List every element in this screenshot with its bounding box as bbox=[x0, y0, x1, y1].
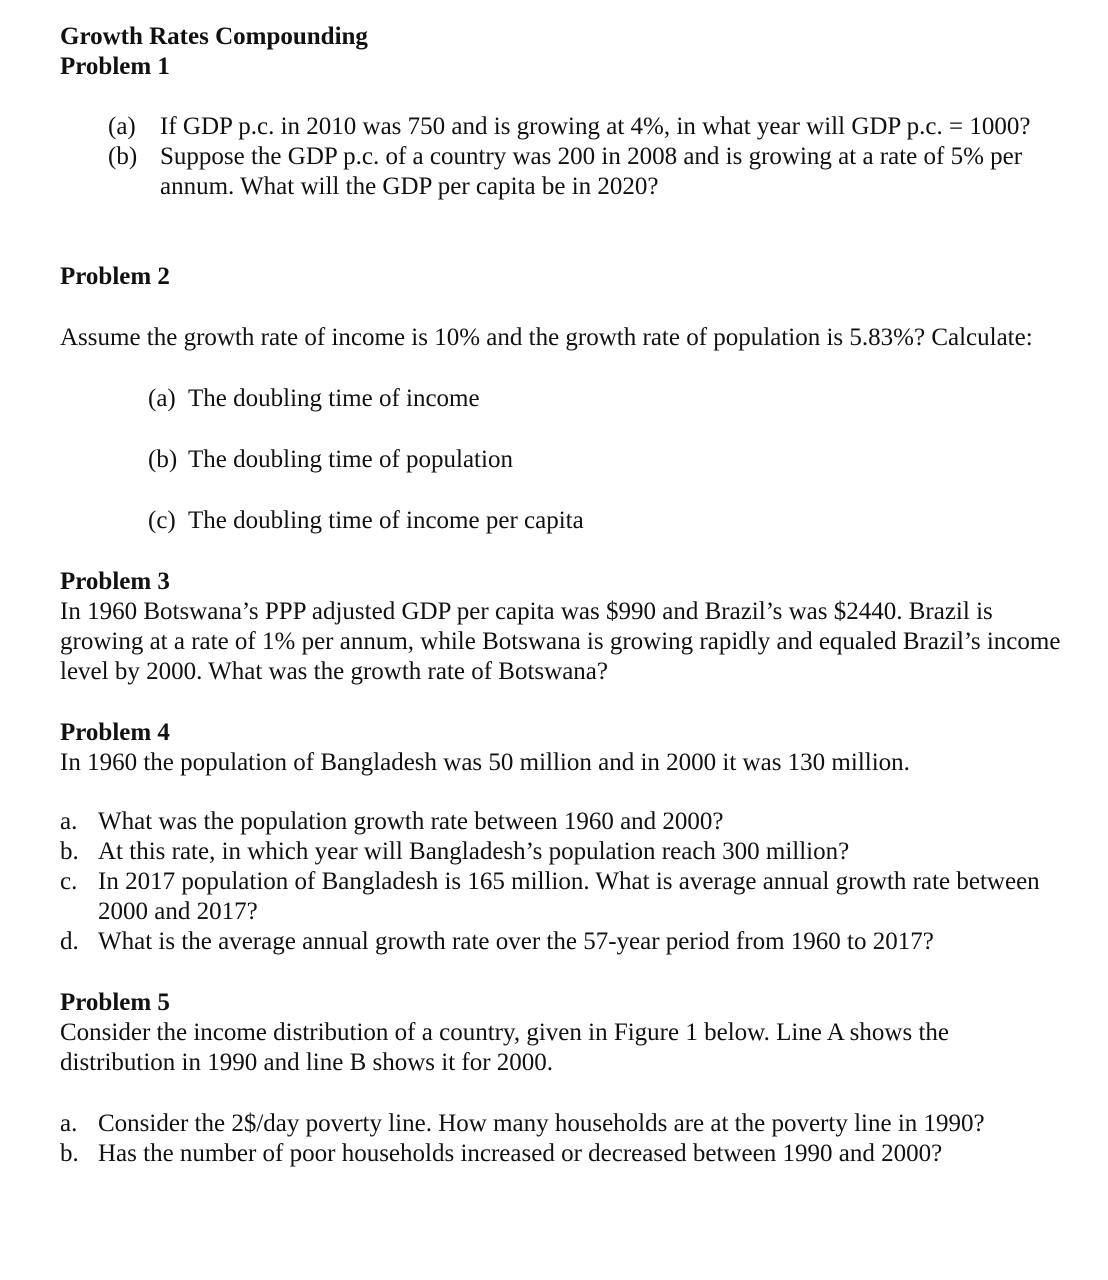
list-marker: (b) bbox=[148, 446, 178, 473]
list-marker: d. bbox=[60, 928, 79, 955]
problem-2-intro: Assume the growth rate of income is 10% and the growth rate of population is 5.83%? Calculate: bbox=[60, 324, 1033, 351]
problem-2-list bbox=[60, 384, 1070, 536]
problem-1-heading: Problem 1 bbox=[60, 53, 170, 80]
list-item-text: In 2017 population of Bangladesh is 165 million. What is average annual growth rate between 2000 and 2017? bbox=[98, 868, 1040, 925]
problem-3-heading: Problem 3 bbox=[60, 568, 170, 595]
list-marker: b. bbox=[60, 838, 79, 865]
problem-5-list bbox=[60, 1109, 1070, 1169]
list-item bbox=[60, 867, 1070, 927]
list-item-text: Consider the 2$/day poverty line. How many households are at the poverty line in 1990? bbox=[98, 1110, 985, 1137]
problem-5-heading: Problem 5 bbox=[60, 989, 170, 1016]
list-item-text: Has the number of poor households increased or decreased between 1990 and 2000? bbox=[98, 1140, 943, 1167]
problem-5-intro: Consider the income distribution of a country, given in Figure 1 below. Line A shows the distribution in 1990 and line B shows it for 2000. bbox=[60, 1019, 949, 1076]
list-marker: a. bbox=[60, 808, 78, 835]
problem-1-list bbox=[60, 112, 1070, 202]
problem-4-heading: Problem 4 bbox=[60, 719, 170, 746]
list-marker: (a) bbox=[148, 385, 176, 412]
list-marker: (a) bbox=[108, 113, 136, 140]
list-item bbox=[60, 927, 1070, 957]
list-item bbox=[108, 112, 1070, 142]
list-item-text: What is the average annual growth rate over the 57-year period from 1960 to 2017? bbox=[98, 928, 934, 955]
problem-2-heading: Problem 2 bbox=[60, 263, 170, 290]
list-item bbox=[148, 445, 1070, 475]
list-item-text: Suppose the GDP p.c. of a country was 200 in 2008 and is growing at a rate of 5% per annum. What will the GDP per capita be in 2020? bbox=[160, 143, 1023, 200]
list-item-text: At this rate, in which year will Bangladesh’s population reach 300 million? bbox=[98, 838, 850, 865]
list-marker: (c) bbox=[148, 507, 176, 534]
problem-4-list bbox=[60, 807, 1070, 957]
list-item-text: What was the population growth rate between 1960 and 2000? bbox=[98, 808, 724, 835]
list-item-text: The doubling time of income bbox=[188, 385, 480, 412]
list-marker: c. bbox=[60, 868, 78, 895]
document bbox=[60, 22, 1070, 1169]
list-item bbox=[60, 1109, 1070, 1139]
list-item bbox=[60, 837, 1070, 867]
list-item bbox=[148, 506, 1070, 536]
list-item-text: If GDP p.c. in 2010 was 750 and is growing at 4%, in what year will GDP p.c. = 1000? bbox=[160, 113, 1031, 140]
list-item bbox=[60, 1139, 1070, 1169]
list-item-text: The doubling time of population bbox=[188, 446, 513, 473]
list-item bbox=[148, 384, 1070, 414]
document-title: Growth Rates Compounding bbox=[60, 23, 368, 50]
list-marker: b. bbox=[60, 1140, 79, 1167]
list-item bbox=[108, 142, 1070, 202]
list-marker: a. bbox=[60, 1110, 78, 1137]
list-item-text: The doubling time of income per capita bbox=[188, 507, 584, 534]
problem-3-text: In 1960 Botswana’s PPP adjusted GDP per capita was $990 and Brazil’s was $2440. Brazil is growing at a rate of 1% per annum, while Botswana is growing rapidly and equaled Brazil’s income level by 2000. What was the growth rate of Botswana? bbox=[60, 598, 1061, 685]
problem-4-intro: In 1960 the population of Bangladesh was 50 million and in 2000 it was 130 million. bbox=[60, 749, 910, 776]
list-item bbox=[60, 807, 1070, 837]
list-marker: (b) bbox=[108, 143, 138, 170]
